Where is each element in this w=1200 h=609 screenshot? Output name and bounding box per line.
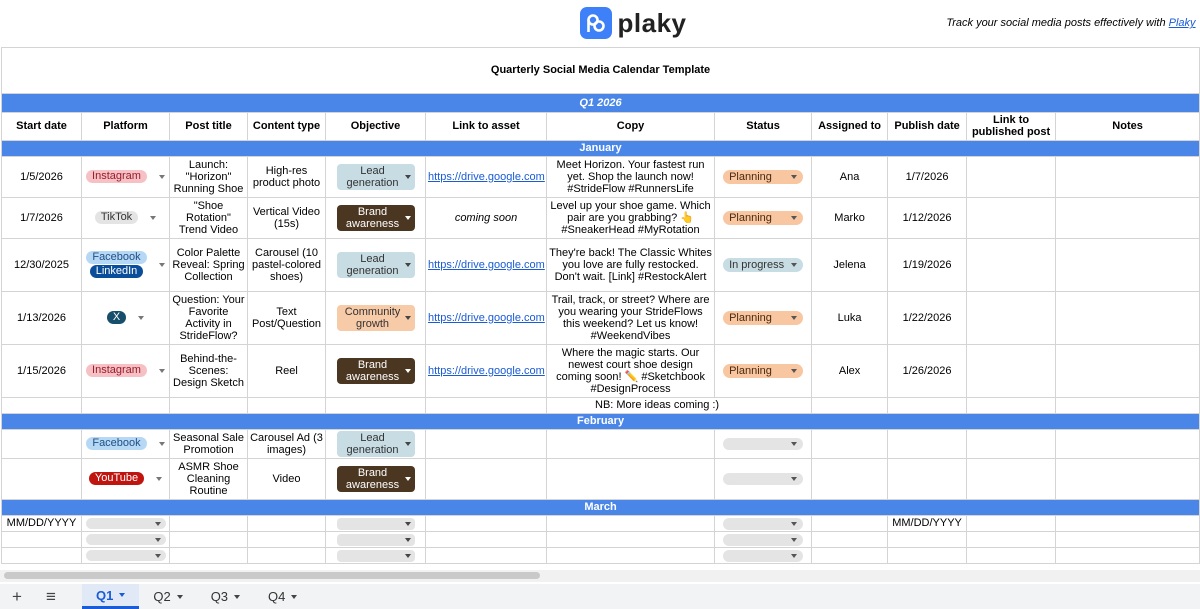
platform-cell[interactable] bbox=[82, 344, 170, 397]
objective-cell[interactable] bbox=[326, 515, 426, 531]
content-type bbox=[248, 547, 326, 563]
copy-text: Meet Horizon. Your fastest run yet. Shop the launch now! #StrideFlow #RunnersLife bbox=[547, 156, 715, 197]
assigned-to: Ana bbox=[812, 156, 888, 197]
content-type: Text Post/Question bbox=[248, 291, 326, 344]
status-dropdown-empty[interactable] bbox=[723, 534, 803, 546]
column-header: Post title bbox=[170, 112, 248, 140]
platform-chip-facebook: Facebook bbox=[86, 251, 146, 264]
objective-dropdown-empty[interactable] bbox=[337, 534, 415, 546]
table-row bbox=[2, 515, 1200, 531]
status-label: Planning bbox=[729, 211, 772, 224]
chevron-down-icon bbox=[156, 477, 162, 481]
status-label: In progress bbox=[729, 258, 785, 271]
column-header: Link to asset bbox=[426, 112, 547, 140]
assigned-to: Marko bbox=[812, 197, 888, 238]
platform-cell[interactable] bbox=[82, 291, 170, 344]
add-sheet-icon[interactable]: + bbox=[12, 586, 22, 606]
start-date: 1/5/2026 bbox=[2, 156, 82, 197]
chevron-down-icon bbox=[150, 216, 156, 220]
chevron-down-icon bbox=[791, 554, 797, 558]
publish-date: 1/26/2026 bbox=[888, 344, 967, 397]
status-label: Planning bbox=[729, 170, 772, 183]
platform-chip-x: X bbox=[107, 311, 126, 324]
tab-list bbox=[82, 584, 311, 609]
publish-date: 1/22/2026 bbox=[888, 291, 967, 344]
platform-chips bbox=[86, 170, 147, 183]
tagline-cell bbox=[715, 0, 1200, 47]
february-rows bbox=[2, 429, 1200, 499]
objective-label: Brand awareness bbox=[345, 205, 400, 230]
chevron-down-icon bbox=[155, 538, 161, 542]
asset-link[interactable]: https://drive.google.com bbox=[428, 364, 545, 377]
platform-dropdown[interactable] bbox=[84, 437, 167, 450]
objective-cell[interactable] bbox=[326, 344, 426, 397]
link-to-asset[interactable] bbox=[426, 156, 547, 197]
objective-cell[interactable] bbox=[326, 291, 426, 344]
objective-dropdown-empty[interactable] bbox=[337, 518, 415, 530]
status-cell[interactable] bbox=[715, 515, 812, 531]
notes bbox=[1056, 458, 1200, 499]
plaky-link[interactable]: Plaky bbox=[1168, 17, 1196, 30]
status-cell[interactable] bbox=[715, 547, 812, 563]
chevron-down-icon bbox=[405, 538, 411, 542]
platform-dropdown[interactable] bbox=[84, 364, 167, 377]
objective-label: Lead generation bbox=[346, 252, 399, 277]
sheet-title: Quarterly Social Media Calendar Template bbox=[2, 47, 1200, 93]
copy-text bbox=[547, 531, 715, 547]
notes bbox=[1056, 429, 1200, 458]
platform-dropdown[interactable] bbox=[84, 311, 167, 324]
tab-q4[interactable] bbox=[254, 584, 311, 609]
content-type bbox=[248, 531, 326, 547]
tab-q2[interactable] bbox=[139, 584, 196, 609]
chevron-down-icon bbox=[791, 369, 797, 373]
table-row bbox=[2, 429, 1200, 458]
month-february: February bbox=[2, 413, 1200, 429]
post-title: "Shoe Rotation" Trend Video bbox=[170, 197, 248, 238]
published-post-link bbox=[967, 531, 1056, 547]
post-title bbox=[170, 547, 248, 563]
status-cell[interactable] bbox=[715, 429, 812, 458]
column-header: Notes bbox=[1056, 112, 1200, 140]
assigned-to bbox=[812, 429, 888, 458]
column-header: Start date bbox=[2, 112, 82, 140]
platform-dropdown[interactable] bbox=[84, 211, 167, 224]
table-row bbox=[2, 197, 1200, 238]
platform-chip-linkedin: LinkedIn bbox=[90, 265, 144, 278]
content-type: Reel bbox=[248, 344, 326, 397]
tab-q3[interactable] bbox=[197, 584, 254, 609]
tab-label: Q4 bbox=[268, 589, 286, 604]
platform-dropdown-empty[interactable] bbox=[86, 534, 166, 545]
notes bbox=[1056, 238, 1200, 291]
column-header: Platform bbox=[82, 112, 170, 140]
chevron-down-icon bbox=[791, 263, 797, 267]
publish-date: MM/DD/YYYY bbox=[888, 515, 967, 531]
logo-area bbox=[2, 0, 715, 47]
status-dropdown[interactable] bbox=[723, 211, 803, 225]
objective-dropdown[interactable] bbox=[337, 164, 415, 190]
platform-cell[interactable] bbox=[82, 515, 170, 531]
chevron-down-icon bbox=[119, 593, 125, 597]
status-cell[interactable] bbox=[715, 531, 812, 547]
objective-cell[interactable] bbox=[326, 156, 426, 197]
assigned-to: Luka bbox=[812, 291, 888, 344]
calendar-grid bbox=[1, 0, 1200, 564]
january-rows bbox=[2, 156, 1200, 397]
platform-chip-tiktok: TikTok bbox=[95, 211, 138, 224]
status-cell[interactable] bbox=[715, 238, 812, 291]
post-title: ASMR Shoe Cleaning Routine bbox=[170, 458, 248, 499]
content-type bbox=[248, 515, 326, 531]
link-to-asset bbox=[426, 458, 547, 499]
notes bbox=[1056, 156, 1200, 197]
copy-text: Trail, track, or street? Where are you wearing your StrideFlows this weekend? Let us know! #WeekendVibes bbox=[547, 291, 715, 344]
column-header: Publish date bbox=[888, 112, 967, 140]
platform-cell[interactable] bbox=[82, 531, 170, 547]
published-post-link bbox=[967, 197, 1056, 238]
status-dropdown[interactable] bbox=[723, 258, 803, 272]
table-row bbox=[2, 291, 1200, 344]
objective-cell[interactable] bbox=[326, 547, 426, 563]
chevron-down-icon bbox=[291, 595, 297, 599]
objective-cell[interactable] bbox=[326, 429, 426, 458]
link-to-asset[interactable] bbox=[426, 344, 547, 397]
header-row bbox=[2, 112, 1200, 140]
link-to-asset bbox=[426, 531, 547, 547]
chevron-down-icon bbox=[234, 595, 240, 599]
horizontal-scrollbar[interactable] bbox=[0, 570, 1200, 582]
copy-text: Where the magic starts. Our newest court shoe design coming soon! ✏️ #Sketchbook #DesignProcess bbox=[547, 344, 715, 397]
start-date: 1/7/2026 bbox=[2, 197, 82, 238]
start-date: MM/DD/YYYY bbox=[2, 515, 82, 531]
platform-cell[interactable] bbox=[82, 238, 170, 291]
content-type: Carousel Ad (3 images) bbox=[248, 429, 326, 458]
asset-link-placeholder: coming soon bbox=[454, 211, 518, 224]
platform-chips bbox=[86, 437, 146, 450]
publish-date bbox=[888, 531, 967, 547]
chevron-down-icon bbox=[791, 477, 797, 481]
column-header: Content type bbox=[248, 112, 326, 140]
table-row bbox=[2, 547, 1200, 563]
table-row bbox=[2, 238, 1200, 291]
tab-q1[interactable] bbox=[82, 584, 139, 609]
scrollbar-thumb[interactable] bbox=[4, 572, 540, 579]
tagline bbox=[946, 17, 1195, 29]
status-dropdown-empty[interactable] bbox=[723, 518, 803, 530]
tagline-text: Track your social media posts effectively with bbox=[946, 17, 1169, 30]
published-post-link bbox=[967, 515, 1056, 531]
chevron-down-icon bbox=[405, 522, 411, 526]
status-dropdown[interactable] bbox=[723, 364, 803, 378]
assigned-to bbox=[812, 531, 888, 547]
notes bbox=[1056, 197, 1200, 238]
platform-cell[interactable] bbox=[82, 458, 170, 499]
notes bbox=[1056, 547, 1200, 563]
chevron-down-icon bbox=[405, 477, 411, 481]
platform-dropdown[interactable] bbox=[84, 251, 167, 278]
start-date: 1/13/2026 bbox=[2, 291, 82, 344]
chevron-down-icon bbox=[155, 554, 161, 558]
objective-cell[interactable] bbox=[326, 531, 426, 547]
plaky-logo bbox=[580, 7, 687, 39]
chevron-down-icon bbox=[791, 538, 797, 542]
objective-dropdown[interactable] bbox=[337, 358, 415, 384]
notes bbox=[1056, 344, 1200, 397]
objective-label: Lead generation bbox=[346, 431, 399, 456]
objective-dropdown[interactable] bbox=[337, 466, 415, 492]
chevron-down-icon bbox=[177, 595, 183, 599]
published-post-link bbox=[967, 547, 1056, 563]
column-header: Copy bbox=[547, 112, 715, 140]
published-post-link bbox=[967, 344, 1056, 397]
post-title bbox=[170, 515, 248, 531]
chevron-down-icon bbox=[791, 175, 797, 179]
march-rows bbox=[2, 515, 1200, 563]
notes bbox=[1056, 291, 1200, 344]
table-row bbox=[2, 344, 1200, 397]
platform-dropdown[interactable] bbox=[84, 472, 167, 485]
all-sheets-menu-icon[interactable]: ≡ bbox=[46, 586, 56, 606]
objective-dropdown[interactable] bbox=[337, 431, 415, 457]
column-header: Objective bbox=[326, 112, 426, 140]
publish-date: 1/7/2026 bbox=[888, 156, 967, 197]
copy-text bbox=[547, 458, 715, 499]
objective-dropdown[interactable] bbox=[337, 205, 415, 231]
link-to-asset[interactable] bbox=[426, 238, 547, 291]
nb-note: NB: More ideas coming :) bbox=[547, 397, 812, 413]
chevron-down-icon bbox=[405, 442, 411, 446]
chevron-down-icon bbox=[159, 369, 165, 373]
objective-dropdown[interactable] bbox=[337, 305, 415, 331]
published-post-link bbox=[967, 156, 1056, 197]
published-post-link bbox=[967, 458, 1056, 499]
post-title: Seasonal Sale Promotion bbox=[170, 429, 248, 458]
assigned-to: Alex bbox=[812, 344, 888, 397]
link-to-asset bbox=[426, 547, 547, 563]
column-header: Assigned to bbox=[812, 112, 888, 140]
platform-cell[interactable] bbox=[82, 156, 170, 197]
status-cell[interactable] bbox=[715, 458, 812, 499]
post-title: Color Palette Reveal: Spring Collection bbox=[170, 238, 248, 291]
objective-dropdown[interactable] bbox=[337, 252, 415, 278]
publish-date: 1/12/2026 bbox=[888, 197, 967, 238]
link-to-asset bbox=[426, 197, 547, 238]
published-post-link bbox=[967, 429, 1056, 458]
link-to-asset bbox=[426, 515, 547, 531]
start-date: 12/30/2025 bbox=[2, 238, 82, 291]
tab-label: Q2 bbox=[153, 589, 171, 604]
chevron-down-icon bbox=[791, 216, 797, 220]
chevron-down-icon bbox=[791, 522, 797, 526]
asset-link[interactable]: https://drive.google.com bbox=[428, 170, 545, 183]
objective-cell[interactable] bbox=[326, 238, 426, 291]
publish-date bbox=[888, 429, 967, 458]
objective-cell[interactable] bbox=[326, 458, 426, 499]
column-header: Link to published post bbox=[967, 112, 1056, 140]
content-type: Carousel (10 pastel-colored shoes) bbox=[248, 238, 326, 291]
chevron-down-icon bbox=[405, 316, 411, 320]
copy-text: Level up your shoe game. Which pair are you grabbing? 👆 #SneakerHead #MyRotation bbox=[547, 197, 715, 238]
status-dropdown-empty[interactable] bbox=[723, 550, 803, 562]
platform-cell[interactable] bbox=[82, 429, 170, 458]
objective-label: Community growth bbox=[344, 305, 401, 330]
table-row bbox=[2, 458, 1200, 499]
sheet-tabs-bar bbox=[0, 584, 1200, 609]
copy-text bbox=[547, 547, 715, 563]
platform-dropdown-empty[interactable] bbox=[86, 550, 166, 561]
publish-date bbox=[888, 458, 967, 499]
copy-text: They're back! The Classic Whites you love are fully restocked. Don't wait. [Link] #RestockAlert bbox=[547, 238, 715, 291]
note-row bbox=[2, 397, 1200, 413]
copy-text bbox=[547, 429, 715, 458]
chevron-down-icon bbox=[155, 522, 161, 526]
start-date bbox=[2, 531, 82, 547]
status-cell[interactable] bbox=[715, 197, 812, 238]
objective-label: Brand awareness bbox=[345, 358, 400, 383]
assigned-to bbox=[812, 458, 888, 499]
asset-link[interactable]: https://drive.google.com bbox=[428, 311, 545, 324]
start-date bbox=[2, 458, 82, 499]
status-dropdown-empty[interactable] bbox=[723, 473, 803, 485]
chevron-down-icon bbox=[405, 175, 411, 179]
objective-label: Lead generation bbox=[346, 164, 399, 189]
chevron-down-icon bbox=[405, 216, 411, 220]
objective-dropdown-empty[interactable] bbox=[337, 550, 415, 562]
tab-label: Q3 bbox=[210, 589, 229, 604]
publish-date bbox=[888, 547, 967, 563]
chevron-down-icon bbox=[405, 369, 411, 373]
platform-chip-instagram: Instagram bbox=[86, 170, 147, 183]
publish-date: 1/19/2026 bbox=[888, 238, 967, 291]
content-type: Vertical Video (15s) bbox=[248, 197, 326, 238]
platform-chips bbox=[107, 311, 126, 324]
chevron-down-icon bbox=[159, 175, 165, 179]
chevron-down-icon bbox=[791, 316, 797, 320]
quarter-banner: Q1 2026 bbox=[2, 93, 1200, 112]
content-type: Video bbox=[248, 458, 326, 499]
start-date bbox=[2, 429, 82, 458]
notes bbox=[1056, 515, 1200, 531]
status-label: Planning bbox=[729, 364, 772, 377]
platform-dropdown[interactable] bbox=[84, 170, 167, 183]
platform-cell[interactable] bbox=[82, 547, 170, 563]
link-to-asset[interactable] bbox=[426, 291, 547, 344]
published-post-link bbox=[967, 238, 1056, 291]
month-march: March bbox=[2, 499, 1200, 515]
chevron-down-icon bbox=[405, 263, 411, 267]
post-title: Question: Your Favorite Activity in StrideFlow? bbox=[170, 291, 248, 344]
platform-chips bbox=[95, 211, 138, 224]
start-date bbox=[2, 547, 82, 563]
post-title: Behind-the-Scenes: Design Sketch bbox=[170, 344, 248, 397]
published-post-link bbox=[967, 291, 1056, 344]
plaky-logo-icon bbox=[580, 7, 612, 39]
chevron-down-icon bbox=[138, 316, 144, 320]
platform-cell[interactable] bbox=[82, 197, 170, 238]
tab-label: Q1 bbox=[96, 587, 114, 603]
notes bbox=[1056, 531, 1200, 547]
asset-link[interactable]: https://drive.google.com bbox=[428, 258, 545, 271]
platform-dropdown-empty[interactable] bbox=[86, 518, 166, 529]
platform-chip-facebook: Facebook bbox=[86, 437, 146, 450]
status-cell[interactable] bbox=[715, 291, 812, 344]
assigned-to bbox=[812, 547, 888, 563]
post-title: Launch: "Horizon" Running Shoe bbox=[170, 156, 248, 197]
status-cell[interactable] bbox=[715, 156, 812, 197]
assigned-to bbox=[812, 515, 888, 531]
column-header: Status bbox=[715, 112, 812, 140]
content-type: High-res product photo bbox=[248, 156, 326, 197]
platform-chips bbox=[86, 364, 147, 377]
chevron-down-icon bbox=[791, 442, 797, 446]
platform-chips bbox=[89, 472, 144, 485]
status-dropdown-empty[interactable] bbox=[723, 438, 803, 450]
status-label: Planning bbox=[729, 311, 772, 324]
platform-chip-youtube: YouTube bbox=[89, 472, 144, 485]
platform-chips bbox=[86, 251, 146, 278]
platform-chip-instagram: Instagram bbox=[86, 364, 147, 377]
table-row bbox=[2, 156, 1200, 197]
start-date: 1/15/2026 bbox=[2, 344, 82, 397]
status-cell[interactable] bbox=[715, 344, 812, 397]
objective-label: Brand awareness bbox=[345, 466, 400, 491]
post-title bbox=[170, 531, 248, 547]
status-dropdown[interactable] bbox=[723, 170, 803, 184]
chevron-down-icon bbox=[159, 263, 165, 267]
objective-cell[interactable] bbox=[326, 197, 426, 238]
copy-text bbox=[547, 515, 715, 531]
assigned-to: Jelena bbox=[812, 238, 888, 291]
table-row bbox=[2, 531, 1200, 547]
month-january: January bbox=[2, 140, 1200, 156]
chevron-down-icon bbox=[405, 554, 411, 558]
status-dropdown[interactable] bbox=[723, 311, 803, 325]
link-to-asset bbox=[426, 429, 547, 458]
logo-text: plaky bbox=[617, 8, 687, 38]
chevron-down-icon bbox=[159, 442, 165, 446]
